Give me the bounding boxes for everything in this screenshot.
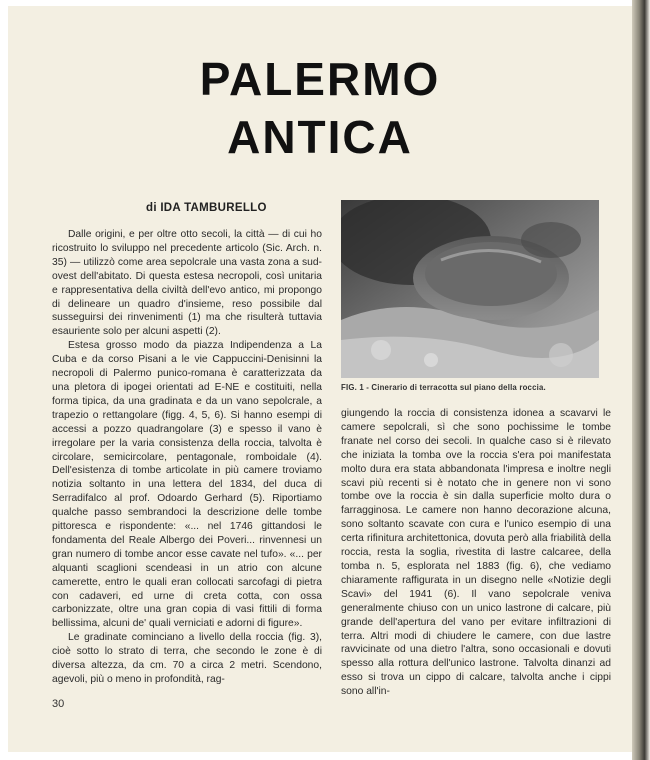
figure-caption: FIG. 1 - Cinerario di terracotta sul piano della roccia.: [341, 383, 546, 392]
magazine-page: [8, 6, 632, 752]
left-paragraph-3: Le gradinate cominciano a livello della roccia (fig. 3), cioè sotto lo strato di terra, che secondo le zone è di diversa altezza, da cm. 70 a circa 2 metri. Scendono, agevoli, più o meno in profondità, rag-: [52, 632, 322, 685]
book-spine-shadow: [632, 0, 650, 760]
author-byline: di IDA TAMBURELLO: [146, 202, 267, 214]
figure-photo: [341, 200, 599, 378]
article-title-line-1: PALERMO: [199, 53, 441, 105]
left-paragraph-2: Estesa grosso modo da piazza Indipendenza a La Cuba e da corso Pisani a le vie Cappuccini-Denisinni la necropoli di Palermo punico-romana è caratterizzata da una pletora di ipogei orientati ad E-NE e costituiti, nella forma tipica, da una gradinata e da un vano sepolcrale, a trapezio o rettangolare (figg. 4, 5, 6). Si hanno esempi di accessi a pozzo quadrangolare (3) e spesso il vano è irregolare per la varia consistenza della roccia, talvolta è circolare, semicircolare, pentagonale, romboidale (4). Dell'esistenza di tombe articolate in più camere troviamo notizia soltanto in una lettera del 1834, del duca di Serradifalco al prof. Odoardo Gerhard (5). Riportiamo qualche passo sembrandoci la descrizione delle tombe pittoresca e rispondente: «... nel 1746 gittandosi le fondamenta del Reale Albergo dei Poveri... rinvennesi un gran numero di tombe ancor esse cavate nel tufo». «... per alquanti scaglioni scendeasi in un atrio con alcune camerette, entro le quali eran collocati sarcofagi di pietra con cadaveri, ed urne di creta cotta, con ossa carbonizzate, oltre una gran copia di vasi fittili di forma bellissima, alcuni de' quali verniciati e adorni di figure».: [52, 340, 322, 630]
page-number: 30: [52, 698, 65, 710]
terracotta-urn-photo-illustration: [341, 200, 599, 378]
right-text-column: [341, 407, 611, 699]
right-paragraph-1: giungendo la roccia di consistenza idonea a scavarvi le camere sepolcrali, sì che sono pochissime le tombe franate nel corso dei secoli. In qualche caso si è rilevato che iniziata la tomba ove la roccia s'era poi manifestata molto dura era stata abbandonata l'impresa e inoltre negli scavi più recenti si è notato che in genere non vi sono tombe ove la roccia è sin dalla superficie molto dura o farragginosa. Le camere non hanno decorazione alcuna, sono soltanto scavate con cura e l'unico esempio di una certa rifinitura architettonica, dovuta però alla friabilità della roccia, resta la soglia, rivestita di lastre calcaree, della tomba n. 5, esplorata nel 1883 (fig. 6), che vediamo chiaramente raffigurata in un disegno nelle «Notizie degli Scavi» del 1941 (6). Il vano sepolcrale veniva generalmente chiuso con un unico lastrone di calcare, più grande dell'apertura del vano per evitare infiltrazioni di terra. Altri modi di chiudere le camere, con due lastre ravvicinate od una dietro l'altra, sono occasionali e dovuti spesso alla rottura dell'unico lastrone. Talvolta dinanzi ad esso si trova un cippo di calcare, talvolta anche i cippi sono all'in-: [341, 408, 611, 698]
article-title-line-2: ANTICA: [227, 111, 413, 163]
left-text-column: [52, 228, 322, 687]
left-paragraph-1: Dalle origini, e per oltre otto secoli, la città — di cui ho ricostruito lo sviluppo nel precedente articolo (Sic. Arch. n. 35) — utilizzò come area sepolcrale una vasta zona a sud-ovest dell'abitato. Di questa estesa necropoli, così unitaria e rappresentativa della civiltà dell'evo antico, mi propongo di delineare un quadro d'insieme, reso possibile dal susseguirsi dei rinvenimenti (1) ma che risulterà tuttavia esauriente solo per alcuni aspetti (2).: [52, 229, 322, 338]
